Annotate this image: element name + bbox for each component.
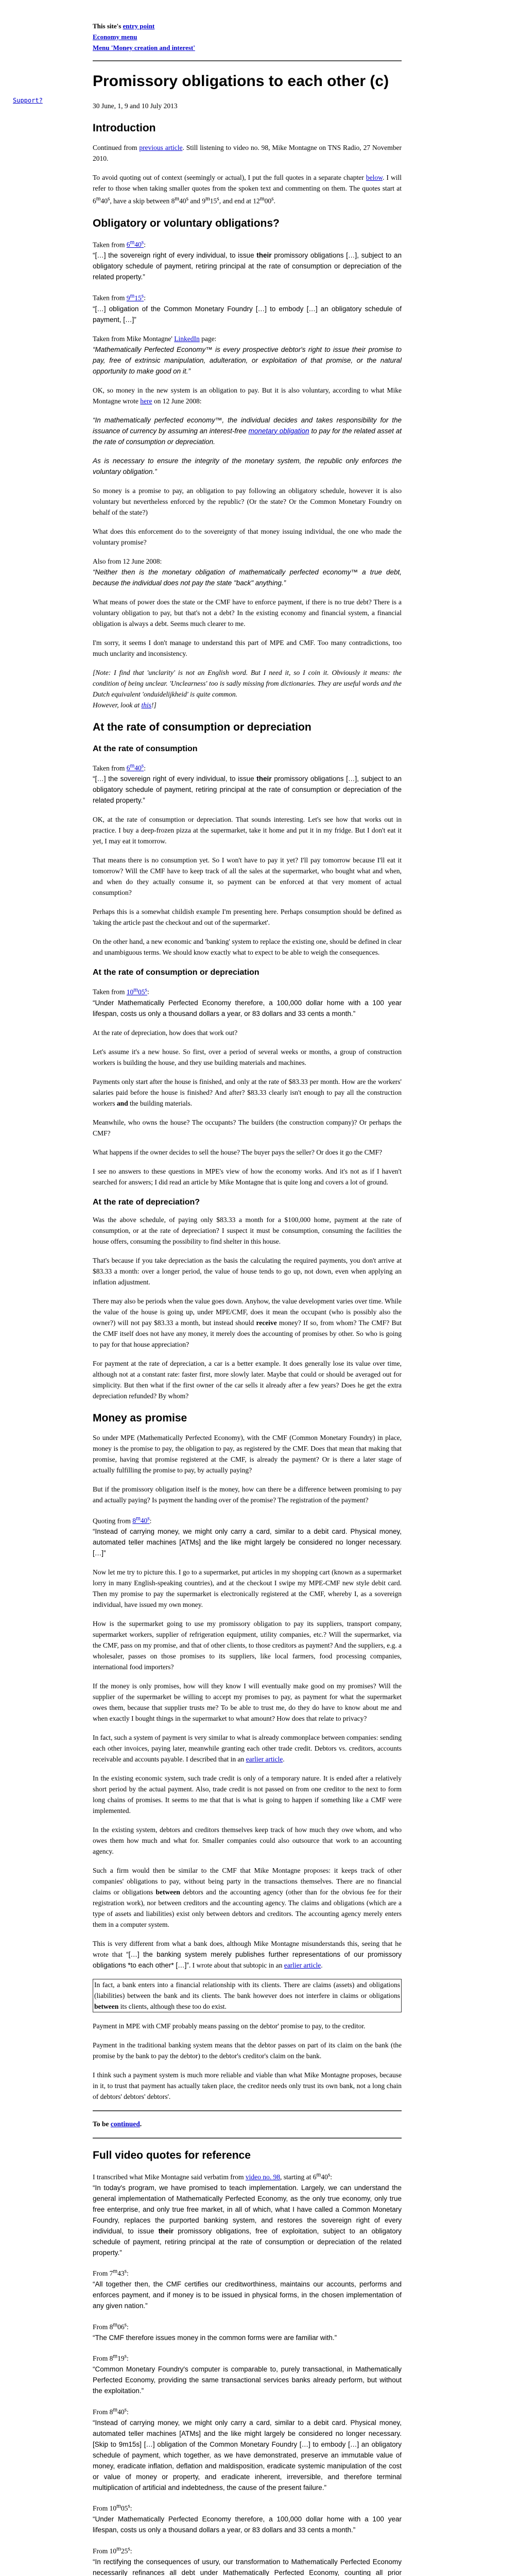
text-run: 40 — [117, 2408, 125, 2416]
text-run: At the rate of consumption or depreciation — [93, 721, 312, 733]
paragraph — [93, 1432, 402, 1476]
text-run: Taken from — [93, 294, 127, 302]
to-be-continued — [93, 2119, 402, 2129]
section-heading — [93, 217, 402, 230]
quote-block — [93, 291, 402, 325]
text-run: From 8 — [93, 2354, 113, 2362]
text-run: What happens if the owner decides to sell the house? The buyer pays the seller? Or does it go the CMF? — [93, 1148, 383, 1156]
text-run: “Instead of carrying money, we might only carry a card, similar to a debit card. Physical money, automated teller machines [ATMs] and the like might largely be considered no longer necessary. [Skip to 9m15s] […] obligation of the Common Monetary Foundry […] to embody […] an obligatory schedule of payment, which together, as we have demonstrated, preserve an immutable value of money, eradicate inflation, deflation and maldisposition, eradicate systemic manipulation of the cost or value of money or property, and eradicate inherent, irreversible, and therefore terminal multiplication of artificial and indebtedness, the cause of the present failure.” — [93, 2418, 402, 2492]
text-run: On the other hand, a new economic and 'banking' system to replace the existing one, should be defined in clear and unambiguous terms. We should know exactly what to expect to be able to weigh the consequences. — [93, 938, 402, 956]
section-heading — [93, 1412, 402, 1425]
quote-source — [93, 1517, 151, 1524]
text-run: 40 — [179, 197, 186, 205]
boxed-paragraph — [93, 1979, 402, 2012]
subsection-heading — [93, 1197, 402, 1208]
money-menu-link[interactable]: Menu 'Money creation and interest' — [93, 44, 195, 52]
quote-source — [93, 2547, 132, 2555]
paragraph — [93, 1732, 402, 1765]
inline-link[interactable]: monetary obligation — [248, 427, 309, 435]
quote-text — [93, 305, 402, 324]
quote-block — [93, 2319, 402, 2343]
text-run: Taken from — [93, 988, 127, 996]
text-run: OK, so money in the new system is an obligation to pay. But it is also voluntary, according to what Mike Montagne wrote — [93, 386, 402, 405]
quote-source — [93, 241, 146, 248]
text-run: . I will refer to those when taking smaller quotes from the spoken text and commenting on them. The quotes start at 6 — [93, 174, 402, 205]
text-run: : — [127, 2408, 129, 2416]
text-run: : — [130, 2547, 132, 2555]
text-run: There may also be periods when the value goes down. Anyhow, the value development varies over time. While the value of the house is going up, under MPE/CMF, does it mean the occupant (who is possibly also the owner?) will not pay $83.33 a month, but instead should — [93, 1297, 402, 1327]
quote-block — [93, 333, 402, 377]
quote-source — [93, 2504, 132, 2512]
text-run: : — [144, 764, 146, 772]
superscript: s — [128, 2503, 130, 2510]
quote-block — [93, 1514, 402, 1559]
text-run: In the existing system, debtors and creditors themselves keep track of how much they owe whom, and who owes them how much and what for. Smaller companies could also outsource that work to an accounting agency. — [93, 1826, 402, 1855]
text-run: From 8 — [93, 2323, 113, 2331]
text-run: its clients, although these too do exist. — [118, 2003, 227, 2010]
text-run: Payment in MPE with CMF probably means passing on the debtor' promise to pay, to the creditor. — [93, 2022, 366, 2030]
text-run: Taken from Mike Montagne' — [93, 334, 175, 343]
text-run: : — [144, 294, 146, 302]
superscript: s — [217, 196, 219, 202]
text-run: From 10 — [93, 2547, 117, 2555]
text-run: “All together then, the CMF certifies our creditworthiness, maintains our accounts, performs and enforces payment, and if money is to be issued in physical forms, in the chosen implementation of any given nation.” — [93, 2280, 402, 2310]
text-run: To be — [93, 2120, 111, 2128]
subsection-heading — [93, 743, 402, 755]
paragraph — [93, 1027, 402, 1038]
paragraph — [93, 1681, 402, 1724]
quote-text — [93, 251, 402, 281]
inline-quote: “[…] the banking system merely publishes further representations of our promissory obligations *to each other* […]” — [93, 1951, 402, 1969]
superscript: s — [271, 196, 274, 202]
text-run: “[…] obligation of the Common Monetary Foundry […] to embody […] an obligatory schedule of payment, […]” — [93, 304, 402, 324]
inline-link[interactable]: continued — [110, 2120, 140, 2128]
paragraph — [93, 855, 402, 898]
text-run: At the rate of consumption — [93, 744, 198, 753]
text-run: That means there is no consumption yet. So I won't have to pay it yet? I'll pay tomorrow because I'll eat it tomorrow? Will the CMF have to keep track of all the sales at the supermarket, who bought what and when, and when do they actually consume it, so payment can be enforced at that very moment of actual consumption? — [93, 856, 402, 896]
superscript: m — [205, 196, 210, 202]
text-run: This is very different from what a bank does, although Mike Montagne misunderstands this, seeing that he wrote that — [93, 1940, 402, 1958]
text-run: “Neither then is the monetary obligation of mathematically perfected economy™ a true debt, because the individual does not pay the state "back" anything.” — [93, 568, 402, 587]
inline-link[interactable]: 9$^m$15$^s$ — [126, 293, 144, 302]
paragraph — [93, 485, 402, 518]
text-run: Such a firm would then be similar to the CMF that Mike Montagne proposes: it keeps track of other companies' obligations to pay, without being party in the transactions themselves. There are no financial claims or obligations — [93, 1867, 402, 1896]
paragraph — [93, 526, 402, 548]
text-run: money? If so, from whom? The CMF? But the CMF itself does not have any money, it merely does the accounting of promises by other. So who is going to pay for that house appreciation? — [93, 1318, 402, 1348]
text-run: What does this enforcement do to the sovereignty of that money issuing individual, the one who made the voluntary promise? — [93, 527, 402, 546]
text-run: : — [147, 988, 149, 996]
text-run: Money as promise — [93, 1412, 187, 1424]
quote-block — [93, 238, 402, 283]
text-run: Taken from — [93, 241, 127, 248]
paragraph — [93, 1824, 402, 1857]
inline-link[interactable]: LinkedIn — [174, 334, 200, 343]
superscript: s — [128, 2546, 130, 2552]
text-run: : — [127, 2323, 129, 2331]
text-run: Full video quotes for reference — [93, 2149, 251, 2161]
quote-source — [93, 335, 216, 343]
quote-block — [93, 2351, 402, 2397]
quote-text — [93, 2515, 402, 2534]
inline-link[interactable]: 6$^m$40$^s$ — [126, 762, 144, 772]
text-run: , starting at 6 — [280, 2173, 317, 2181]
text-run: So money is a promise to pay, an obligation to pay following an obligatory schedule, however it is also voluntary but nevertheless enforced by the republic? (Or the state? Or the Common Monetary Foundry on behalf of the state?) — [93, 486, 402, 516]
bold-text: and — [116, 1099, 128, 1107]
text-run: on 12 June 2008: — [152, 397, 202, 405]
text-run: Now let me try to picture this. I go to a supermarket, put articles in my shopping cart (known as a supermarket lorry in many English-speaking countries), and at the checkout I swipe my MPE-CMF new style debit card. Then my promise to pay the supermarket is electronically registered at the CMF, whereby I, as a sovereign individual, have issued my own money. — [93, 1568, 402, 1608]
text-run: the building materials. — [128, 1099, 193, 1107]
text-run: However, look at — [93, 701, 142, 709]
text-run: But if the promissory obligation itself is the money, how can there be a difference between promising to pay and actually paying? Is payment the handing over of the promise? The registration of the payment? — [93, 1485, 402, 1504]
text-run: What means of power does the state or the CMF have to enforce payment, if there is no true debt? There is a voluntary obligation to pay, but that's not a debt? In the existing economy and financial system, a financial obligation is always a debt. Seems much clearer to me. — [93, 598, 402, 628]
section-heading — [93, 2149, 402, 2162]
paragraph — [93, 1214, 402, 1247]
paragraph — [93, 1147, 402, 1158]
text-run: : — [144, 241, 146, 248]
quote — [93, 455, 402, 477]
text-run: “Common Monetary Foundry's computer is comparable to, purely transactional, in Mathematically Perfected Economy, providing the same transactional services banks already perform, but without the exploitation.” — [93, 2365, 402, 2395]
inline-link[interactable]: earlier article — [284, 1961, 321, 1969]
quote-source — [93, 557, 162, 565]
text-run: Was the above schedule, of paying only $83.33 a month for a $100,000 home, payment at the rate of consumption, or at the rate of depreciation? I suspect it must be consumption, consuming the facilities the house offers, consuming the possibility to find shelter in this house. — [93, 1215, 402, 1245]
bold-text: receive — [256, 1318, 277, 1327]
superscript: s — [124, 2406, 127, 2413]
text-run: At the rate of depreciation? — [93, 1197, 200, 1207]
support-link[interactable]: Support? — [13, 97, 43, 104]
quote-block — [93, 556, 402, 588]
paragraph — [93, 814, 402, 846]
inline-link[interactable]: previous article — [139, 144, 183, 151]
text-run: [Note: I find that 'unclarity' is not an English word. But I need it, so I coin it. Obviously it means: the condition of being unclear. 'Unclearness' too is sadly missing from dictionaries. They are useful words and the Dutch equivalent 'onduidelijkheid' is quite common. — [93, 668, 402, 698]
text-run: That's because if you take depreciation as the basis the calculating the required payments, you don't arrive at $83.33 a month: over a longer period, the value of house tends to go up, not down, even when applying an inflation adjustment. — [93, 1256, 402, 1286]
quote-text — [93, 2280, 402, 2310]
text-run: “[…] the sovereign right of every individual, to issue — [93, 251, 257, 259]
text-run: Meanwhile, who owns the house? The occupants? The builders (the construction company)? Or perhaps the CMF? — [93, 1118, 402, 1137]
quote-source — [93, 2269, 129, 2277]
text-run: Payment in the traditional banking system means that the debtor passes on part of its claim on the bank (the promise by the bank to pay the debtor) to the debtor's creditor's claim on the bank. — [93, 2041, 402, 2060]
superscript: m — [175, 196, 180, 202]
text-run: . — [321, 1961, 323, 1969]
superscript: m — [316, 2172, 321, 2178]
superscript: m — [113, 2321, 118, 2328]
text-run: 25 — [120, 2547, 128, 2555]
text-run: How is the supermarket going to use my promissory obligation to pay its suppliers, transport company, supermarket workers, supplier of refrigeration equipment, utility companies, etc.? Will the supermarket, via the CMF, pass on my promise, and that of other clients, to those creditors as payment? And the suppliers, e.g. a wholesaler, passes on those promises to its suppliers, like local farmers, food processing companies, international food importers? — [93, 1620, 402, 1671]
text-run: If the money is only promises, how will they know I will eventually make good on my promises? Will the supplier of the supermarket be willing to accept my promises to pay, as payment for what the supermarket owes them, because that supplier trusts me? To be able to trust me, do they do have to know about me and when exactly I bought things in the supermarket to what amount? How does that relate to privacy? — [93, 1682, 402, 1722]
paragraph — [93, 1618, 402, 1672]
text-run: page: — [199, 334, 217, 343]
paragraph — [93, 2070, 402, 2102]
text-run: “The CMF therefore issues money in the common forms were are familiar with.” — [93, 2333, 337, 2342]
inline-link[interactable]: this — [141, 701, 151, 709]
text-run: promissory obligations […], subject to an obligatory schedule of payment, retiring principal at the rate of consumption or depreciation of the related property.” — [93, 775, 402, 804]
quote-block — [93, 2170, 402, 2258]
paragraph — [93, 1567, 402, 1610]
paragraph — [93, 1117, 402, 1139]
paragraph — [93, 1166, 402, 1188]
text-run: As is necessary to ensure the integrity of the monetary system, the republic only enforces the voluntary obligation.” — [93, 456, 402, 476]
quote-block — [93, 761, 402, 806]
text-run: In fact, a bank enters into a financial relationship with its clients. There are claims (assets) and obligations (liabilities) between the bank and its clients. The bank however does not interfere in claims or obligations — [94, 1981, 400, 1999]
superscript: m — [96, 196, 101, 202]
economy-menu-link[interactable]: Economy menu — [93, 33, 137, 41]
quote-source — [93, 764, 146, 772]
page-title: Promissory obligations to each other (c) — [93, 73, 389, 90]
quote-text — [93, 568, 402, 587]
quote-text — [93, 775, 402, 804]
subsection-heading — [93, 967, 402, 978]
text-run: “In today's program, we have promised to teach implementation. Largely, we can understand the general implementation of Mathematically Perfected Economy, as the only true economy, only true free enterprise, and only true free market, in all of which, what I have called a Common Monetary Foundry, replaces the purported banking system, and restores the sovereign right of every individual, to issue — [93, 2183, 402, 2235]
text-run: !] — [151, 701, 157, 709]
quote-source — [93, 294, 146, 302]
note — [93, 667, 402, 710]
text-run: : — [130, 2504, 132, 2512]
text-run: At the rate of consumption or depreciation — [93, 968, 260, 977]
text-run: Payments only start after the house is finished, and only at the rate of $83.33 per month. How are the workers' salaries paid before the house is finished? And after? $83.33 clearly isn't enough to pay all the construction workers — [93, 1077, 402, 1107]
text-run: Also from 12 June 2008: — [93, 557, 162, 565]
text-run: “Mathematically Perfected Economy™ is every prospective debtor's right to issue their promise to pay, free of extrinsic manipulation, adulteration, or exploitation of that promise, or the natural opportunity to make good on it.” — [93, 345, 402, 375]
text-run: Introduction — [93, 122, 156, 134]
superscript: s — [327, 2172, 331, 2178]
entry-prefix: This site's — [93, 22, 123, 30]
quote-block — [93, 2544, 402, 2576]
section-heading — [93, 721, 402, 734]
paragraph — [93, 1865, 402, 1930]
sidebar — [13, 97, 43, 104]
text-run: In the existing economic system, such trade credit is only of a temporary nature. It is ended after a relatively short period by the actual payment. Also, trade credit is not passed on from one creditor to the next to form long chains of promises. It seems to me that that is what is going to happen if something like a CMF were implemented. — [93, 1774, 402, 1815]
superscript: m — [113, 2268, 118, 2275]
text-run: I see no answers to these questions in MPE's view of how the economy works. And it's not as if I haven't searched for answers; I did read an article by Mike Montagne that is quite long and covers a lot of ground. — [93, 1167, 402, 1186]
text-run: “In mathematically perfected economy™, the individual decides and takes responsibility for the issuance of currency by assuming an interest-free — [93, 416, 402, 435]
inline-link[interactable]: 10$^m$05$^s$ — [126, 987, 147, 996]
text-run: to pay for the related asset at the rate of consumption or depreciation. — [93, 427, 402, 446]
section-heading — [93, 122, 402, 135]
quote-source — [93, 2173, 332, 2181]
text-run: 00 — [264, 197, 272, 205]
quote-source — [93, 2323, 129, 2331]
superscript: s — [186, 196, 189, 202]
text-run: I think such a payment system is much more reliable and viable than what Mike Montagne proposes, because in it, to trust that payment has actually taken place, the creditor needs only trust its own bank, not a long chain of debtors' debtors' debtors'. — [93, 2071, 402, 2100]
entry-point-line — [93, 21, 402, 31]
article-body — [93, 122, 402, 2576]
text-run: 06 — [117, 2323, 125, 2331]
paragraph — [93, 936, 402, 958]
text-run: : — [330, 2173, 332, 2181]
divider — [93, 60, 402, 61]
superscript: m — [260, 196, 265, 202]
text-run: Obligatory or voluntary obligations? — [93, 217, 280, 229]
divider — [93, 2110, 402, 2111]
inline-link[interactable]: here — [140, 397, 152, 405]
paragraph — [93, 637, 402, 659]
inline-link[interactable]: 8$^m$40$^s$ — [132, 1515, 150, 1524]
text-run: In fact, such a system of payment is very similar to what is already commonplace between companies: sending each other invoices, paying later, meanwhile granting each other trade credit. Debtors vs. creditors, accounts receivable and accounts payable. I described that in an — [93, 1734, 402, 1763]
inline-link[interactable]: earlier article — [246, 1755, 283, 1763]
text-run: From 10 — [93, 2504, 117, 2512]
paragraph — [93, 1076, 402, 1109]
quote-block — [93, 2501, 402, 2536]
article — [93, 0, 402, 2576]
text-run: , have a skip between 8 — [110, 197, 175, 205]
quote-text — [93, 1528, 402, 1557]
text-run: : — [149, 1517, 152, 1524]
inline-link[interactable]: below — [366, 174, 383, 181]
paragraph — [93, 1773, 402, 1816]
text-run: I'm sorry, it seems I don't manage to understand this part of MPE and CMF. Too many contradictions, too much unclarity and inconsistency. — [93, 638, 402, 657]
quote-block — [93, 2404, 402, 2493]
text-run: . — [273, 197, 275, 205]
paragraph — [93, 1484, 402, 1505]
text-run: “Instead of carrying money, we might only carry a card, similar to a debit card. Physical money, automated teller machines [ATMs] and the like might largely be considered no longer necessary. […]” — [93, 1528, 402, 1557]
text-run: , and end at 12 — [219, 197, 260, 205]
text-run: 43 — [117, 2269, 125, 2277]
text-run: Continued from — [93, 144, 140, 151]
text-run: Perhaps this is a somewhat childish example I'm presenting here. Perhaps consumption should be defined as 'taking the article past the checkout and out of the supermarket'. — [93, 908, 402, 926]
text-run: . I wrote about that subtopic in an — [188, 1961, 284, 1969]
quote-text — [93, 2419, 402, 2492]
bold-text: between — [155, 1888, 180, 1896]
paragraph — [93, 1938, 402, 1971]
text-run: OK, at the rate of consumption or depreciation. That sounds interesting. Let's see how that works out in practice. I buy a deep-frozen pizza at the supermarket, take it home and put it in my fridge. But I don't eat it yet, I may eat it tomorrow. — [93, 816, 402, 845]
superscript: m — [116, 2546, 121, 2552]
bold-text: their — [158, 2227, 174, 2235]
text-run: “In rectifying the consequences of usury, our transformation to Mathematically Perfected Economy necessarily refinances all debt under Mathematically Perfected Economy, counting all prior — [93, 2557, 402, 2576]
text-run: I transcribed what Mike Montagne said verbatim from — [93, 2173, 246, 2181]
paragraph — [93, 2021, 402, 2031]
quote-text — [93, 2558, 402, 2576]
superscript: s — [124, 2268, 127, 2275]
entry-point-link[interactable]: entry point — [123, 22, 155, 30]
text-run: 05 — [120, 2504, 128, 2512]
text-run: . — [140, 2120, 142, 2128]
quote-text — [93, 2334, 337, 2342]
top-navigation — [93, 21, 402, 53]
divider — [93, 2138, 402, 2139]
quote-block — [93, 2266, 402, 2312]
text-run: and 9 — [188, 197, 206, 205]
text-run: “Under Mathematically Perfected Economy therefore, a 100,000 dollar home with a 100 year lifespan, costs us only a thousand dollars a year, or 83 dollars and 33 cents a month.” — [93, 2515, 402, 2534]
superscript: m — [116, 2503, 121, 2510]
paragraph — [93, 906, 402, 928]
text-run: . — [283, 1755, 285, 1763]
paragraph — [93, 597, 402, 629]
text-run: debtors and the accounting agency (other than for the obvious fee for their registration work), nor between creditors and the accounting agency. The claims and obligations (which are a type of assets and liabilities) exist only between debtors and creditors. The accounting agency merely enters them in a computer system. — [93, 1888, 402, 1928]
text-run: . Still listening to video no. 98, Mike Montagne on TNS Radio, 27 November 2010. — [93, 144, 402, 162]
quote-text — [93, 2365, 402, 2395]
text-run: : — [127, 2269, 129, 2277]
text-run: 19 — [117, 2354, 125, 2362]
quote-source — [93, 2354, 129, 2362]
text-run: “Under Mathematically Perfected Economy therefore, a 100,000 dollar home with a 100 year lifespan, costs us only a thousand dollars a year, or 83 dollars and 33 cents a month.” — [93, 998, 402, 1018]
superscript: s — [124, 2321, 127, 2328]
quote-text — [93, 2184, 402, 2257]
article-date: 30 June, 1, 9 and 10 July 2013 — [93, 102, 178, 110]
text-run: promissory obligations […], subject to an obligatory schedule of payment, retiring principal at the rate of consumption or depreciation of the related property.” — [93, 251, 402, 281]
text-run: Quoting from — [93, 1517, 133, 1524]
inline-link[interactable]: video no. 98 — [245, 2173, 281, 2181]
text-run: To avoid quoting out of context (seemingly or actual), I put the full quotes in a separate chapter — [93, 174, 366, 181]
quote-source — [93, 988, 149, 996]
paragraph — [93, 1358, 402, 1401]
text-run: 15 — [210, 197, 217, 205]
paragraph — [93, 2040, 402, 2061]
text-run: : — [127, 2354, 129, 2362]
text-run: 40 — [100, 197, 108, 205]
text-run: For payment at the rate of depreciation, a car is a better example. It does generally lose its value over time, although not at a constant rate: faster first, more slowly later. Maybe that could or should be averaged out for simplicity. But then what if the first owner of the car sells it already after a few years? Does he get the extra depreciation refunded? By whom? — [93, 1359, 402, 1400]
paragraph — [93, 172, 402, 207]
quote-text — [93, 346, 402, 375]
superscript: m — [113, 2406, 118, 2413]
bold-text: their — [256, 251, 272, 259]
text-run: promissory obligations, free of exploitation, subject to an obligatory schedule of payment, retiring principal at the rate of consumption or depreciation of the related property.” — [93, 2227, 402, 2257]
superscript: m — [113, 2353, 118, 2360]
quote-source — [93, 2408, 129, 2416]
text-run: From 7 — [93, 2269, 113, 2277]
paragraph — [93, 1296, 402, 1350]
text-run: Taken from — [93, 764, 127, 772]
quote-block — [93, 985, 402, 1019]
text-run: 40 — [321, 2173, 328, 2181]
text-run: So under MPE (Mathematically Perfected Economy), with the CMF (Common Monetary Foundry) in place, money is the promise to pay, the obligation to pay, as registered by the CMF. Does that mean that making that promise, having that promise registered at the CMF, is already the payment? Or is there a later stage of actually fulfilling the promise to pay, by actually paying? — [93, 1433, 402, 1474]
text-run: Let's assume it's a new house. So first, over a period of several weeks or months, a group of construction workers is building the house, and they use building materials and machines. — [93, 1047, 402, 1066]
bold-text: their — [256, 775, 272, 783]
text-run: From 8 — [93, 2408, 113, 2416]
quote — [93, 415, 402, 447]
bold-text: between — [94, 2003, 119, 2010]
text-run: At the rate of depreciation, how does that work out? — [93, 1028, 238, 1037]
paragraph — [93, 1046, 402, 1068]
superscript: s — [124, 2353, 127, 2360]
paragraph — [93, 1255, 402, 1287]
paragraph — [93, 385, 402, 406]
paragraph — [93, 142, 402, 164]
text-run: “[…] the sovereign right of every individual, to issue — [93, 775, 257, 783]
superscript: s — [108, 196, 110, 202]
quote-text — [93, 999, 402, 1018]
inline-link[interactable]: 6$^m$40$^s$ — [126, 239, 144, 248]
